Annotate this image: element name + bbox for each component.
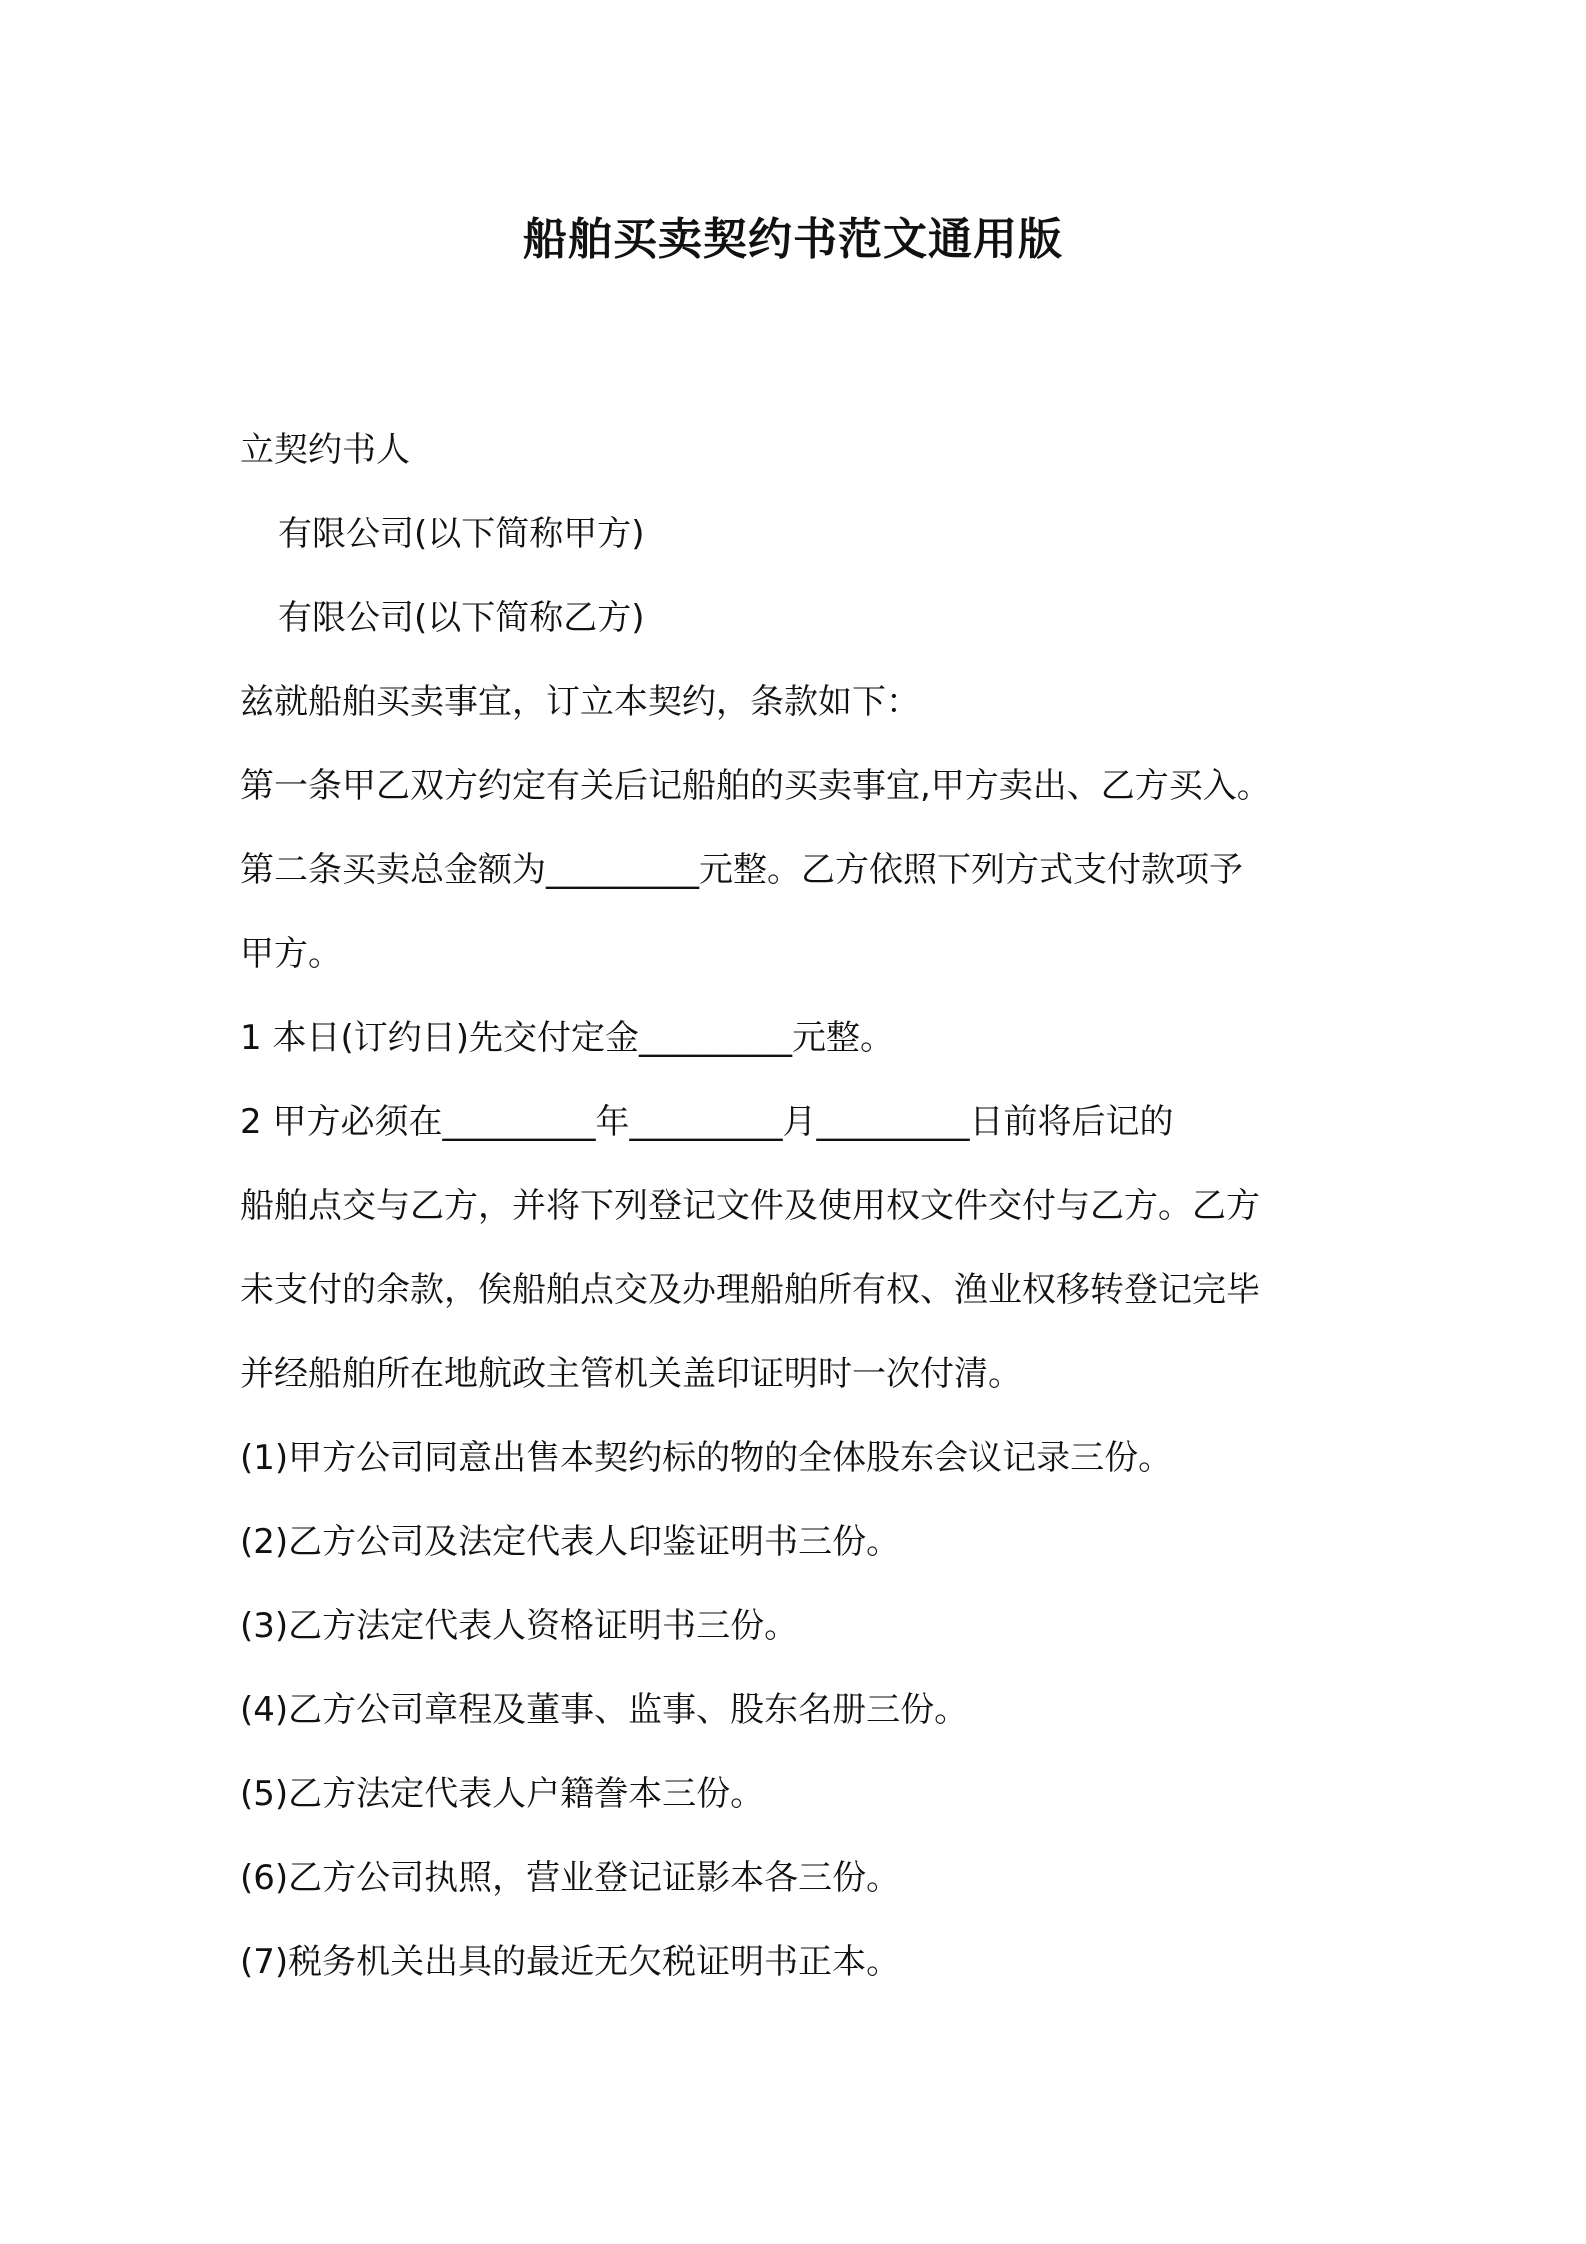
clause-2-continuation-2: 未支付的余款，俟船舶点交及办理船舶所有权、渔业权移转登记完毕	[240, 1270, 1260, 1310]
party-a-line: 有限公司(以下简称甲方)	[278, 514, 645, 554]
clause-2-line: 2 甲方必须在_________年_________月_________日前将后记的	[240, 1102, 1174, 1142]
document-item-6: (6)乙方公司执照，营业登记证影本各三份。	[240, 1858, 901, 1898]
article-1-line: 第一条甲乙双方约定有关后记船舶的买卖事宜,甲方卖出、乙方买入。	[240, 766, 1271, 806]
document-item-4: (4)乙方公司章程及董事、监事、股东名册三份。	[240, 1690, 969, 1730]
preamble-line: 兹就船舶买卖事宜，订立本契约，条款如下：	[240, 682, 920, 722]
clause-2-continuation-3: 并经船舶所在地航政主管机关盖印证明时一次付清。	[240, 1354, 1022, 1394]
document-item-5: (5)乙方法定代表人户籍誊本三份。	[240, 1774, 765, 1814]
party-b-line: 有限公司(以下简称乙方)	[278, 598, 645, 638]
article-2-line: 第二条买卖总金额为_________元整。乙方依照下列方式支付款项予	[240, 850, 1243, 890]
article-2-continuation: 甲方。	[240, 934, 342, 974]
document-item-1: (1)甲方公司同意出售本契约标的物的全体股东会议记录三份。	[240, 1438, 1173, 1478]
document-title: 船舶买卖契约书范文通用版	[523, 214, 1063, 265]
document-body	[240, 408, 1360, 2004]
contract-parties-heading: 立契约书人	[240, 430, 410, 470]
clause-2-continuation-1: 船舶点交与乙方，并将下列登记文件及使用权文件交付与乙方。乙方	[240, 1186, 1260, 1226]
document-item-3: (3)乙方法定代表人资格证明书三份。	[240, 1606, 799, 1646]
document-item-2: (2)乙方公司及法定代表人印鉴证明书三份。	[240, 1522, 901, 1562]
document-item-7: (7)税务机关出具的最近无欠税证明书正本。	[240, 1942, 901, 1982]
clause-1-line: 1 本日(订约日)先交付定金_________元整。	[240, 1018, 894, 1058]
